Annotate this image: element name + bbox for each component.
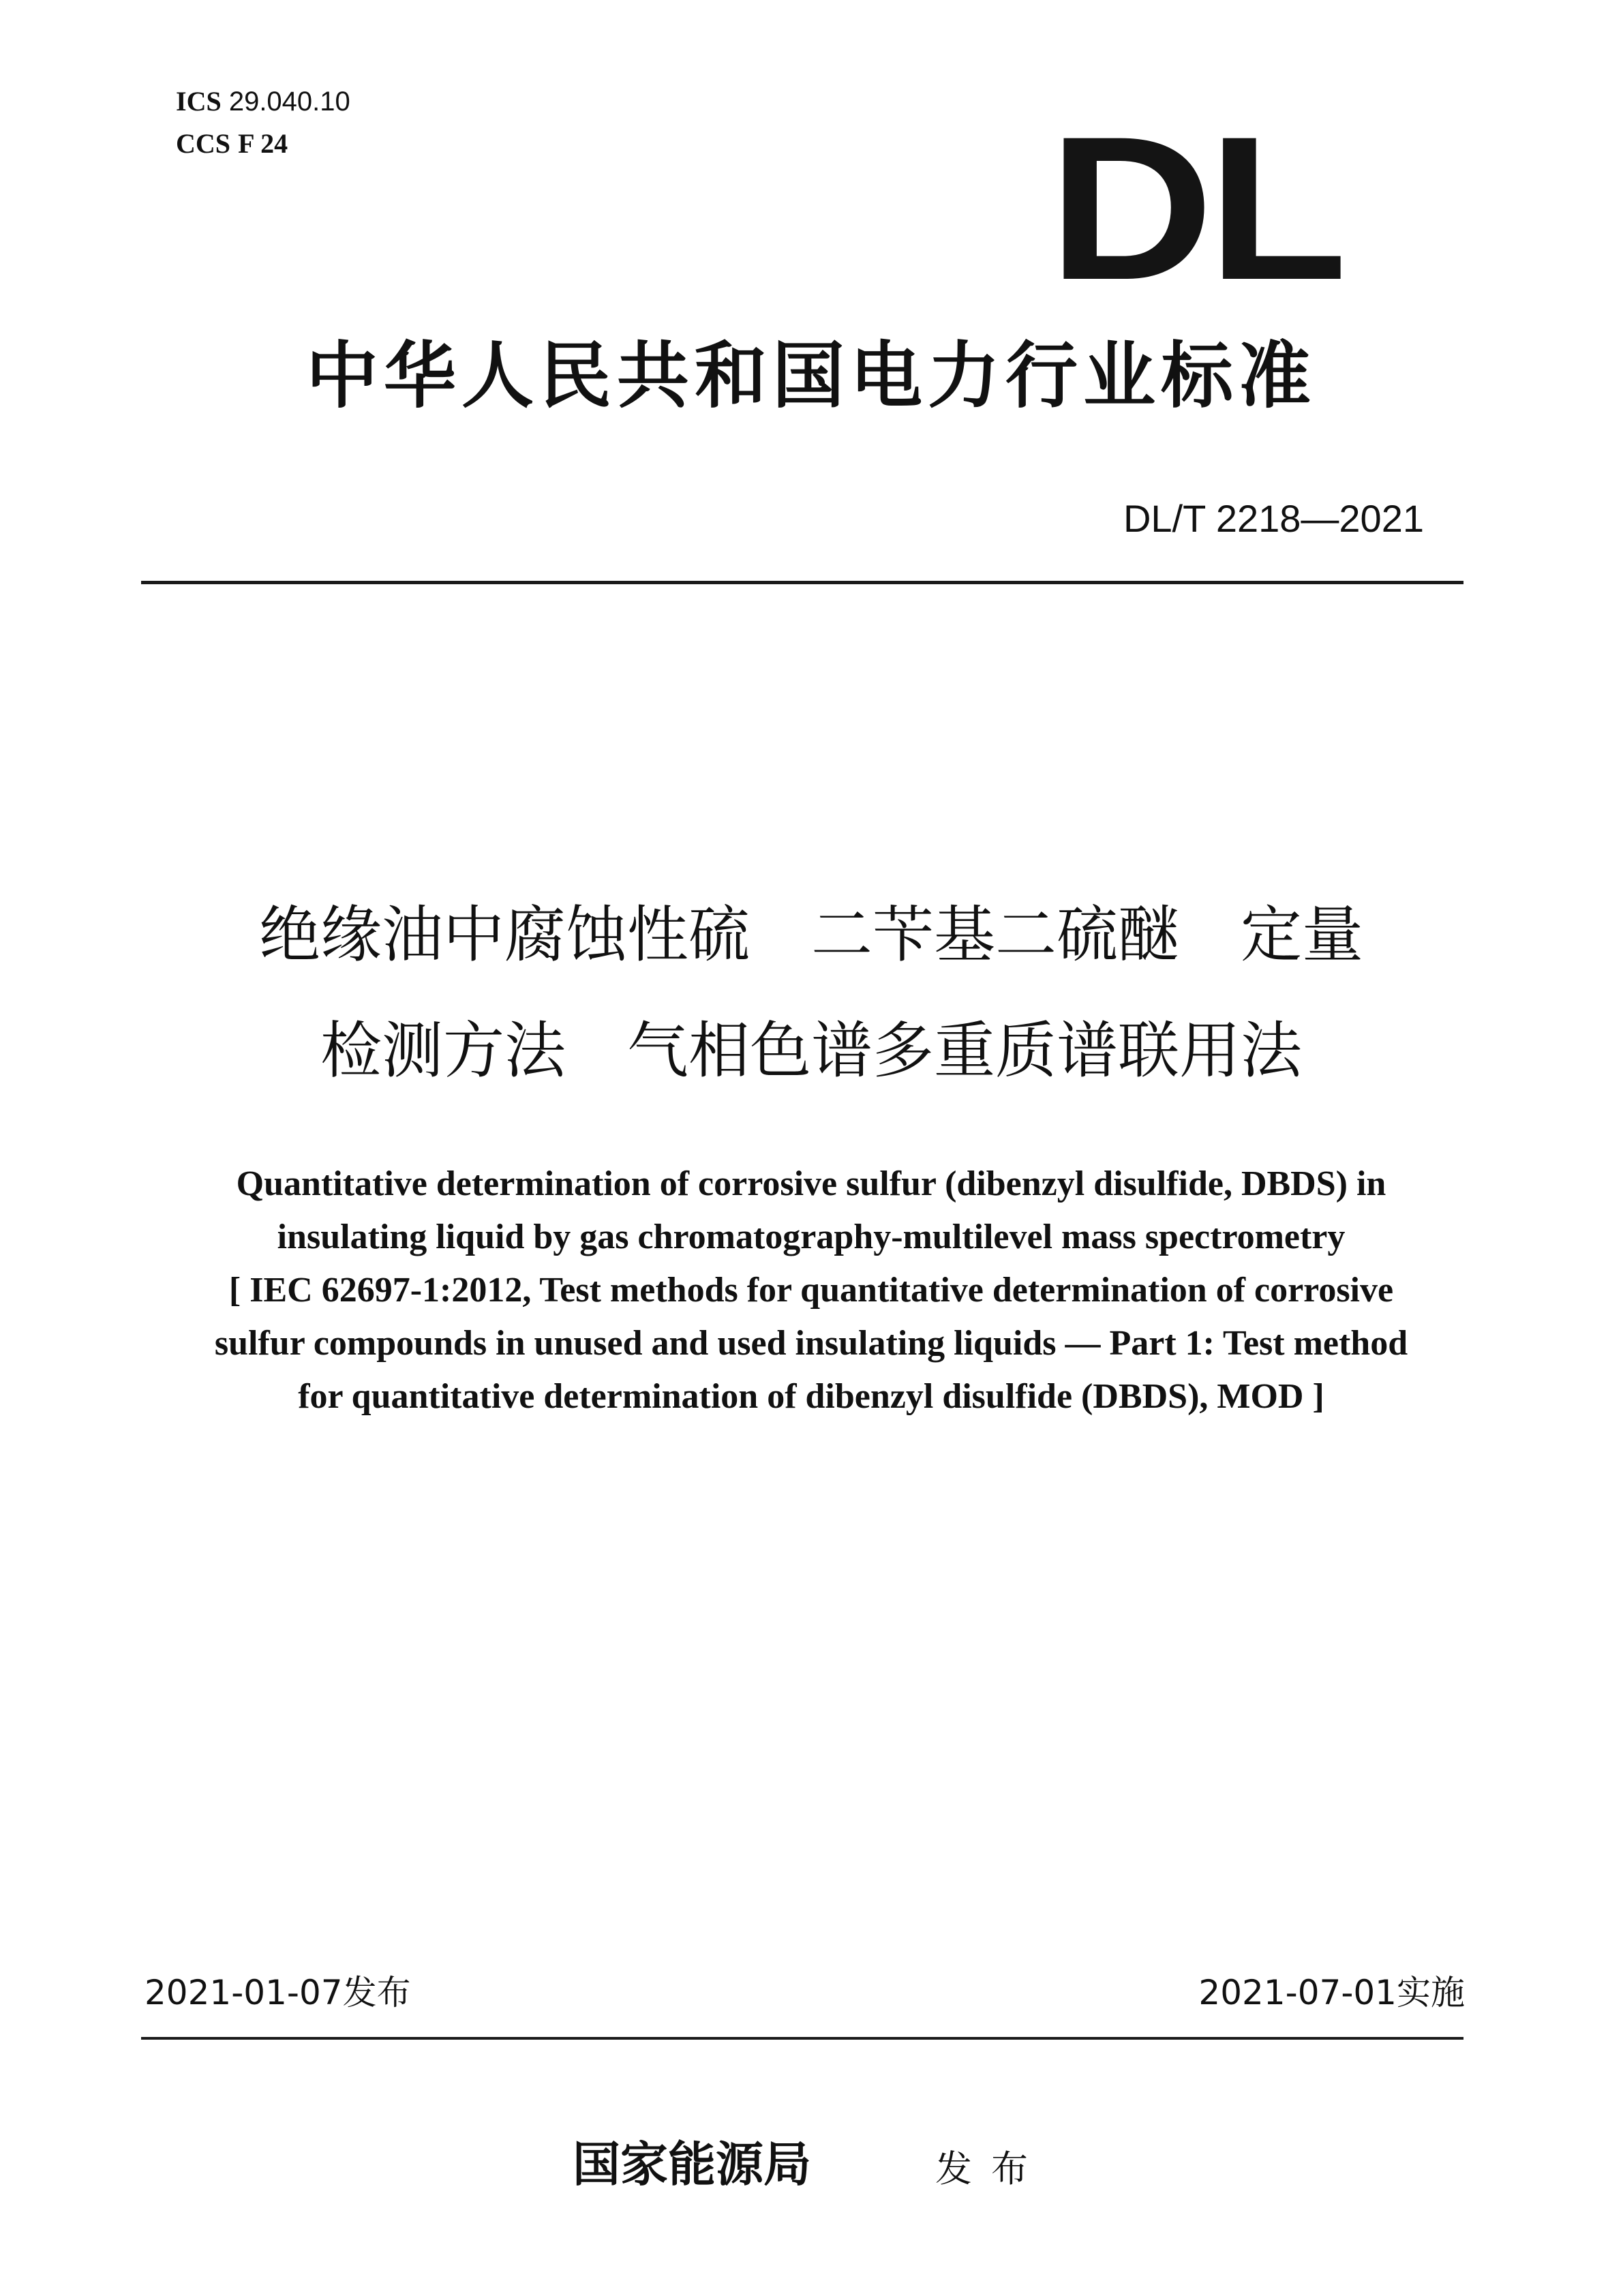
classification-codes [176, 80, 350, 165]
ics-code [176, 80, 350, 123]
bottom-divider [141, 2037, 1463, 2040]
implementation-date: 2021-07-01实施 [1198, 1973, 1465, 2012]
publisher-name: 国家能源局 [573, 2136, 811, 2192]
chinese-title-line-1: 绝缘油中腐蚀性硫 二苄基二硫醚 定量 [259, 899, 1363, 971]
english-title-line: for quantitative determination of dibenzyl disulfide (DBDS), MOD ] [298, 1377, 1324, 1416]
chinese-title-line-2: 检测方法 气相色谱多重质谱联用法 [320, 1015, 1302, 1087]
ccs-label: CCS [176, 128, 231, 159]
ics-label: ICS [176, 86, 222, 117]
english-title-line: [ IEC 62697-1:2012, Test methods for quantitative determination of corrosive [228, 1271, 1394, 1310]
english-title [102, 1158, 1520, 1423]
ccs-value: F 24 [238, 128, 288, 159]
ics-value: 29.040.10 [228, 87, 350, 117]
publish-label: 发布 [935, 2147, 1047, 2190]
top-divider [141, 581, 1463, 584]
standard-title: 中华人民共和国电力行业标准 [306, 333, 1316, 418]
issue-date: 2021-01-07发布 [145, 1973, 411, 2012]
dl-logo: DL [1048, 93, 1341, 322]
ccs-code [176, 123, 350, 165]
english-title-line: sulfur compounds in unused and used insulating liquids — Part 1: Test method [214, 1324, 1408, 1363]
english-title-line: insulating liquid by gas chromatography-multilevel mass spectrometry [277, 1218, 1346, 1256]
english-title-line: Quantitative determination of corrosive sulfur (dibenzyl disulfide, DBDS) in [236, 1164, 1386, 1203]
standard-number: DL/T 2218—2021 [1123, 497, 1424, 540]
